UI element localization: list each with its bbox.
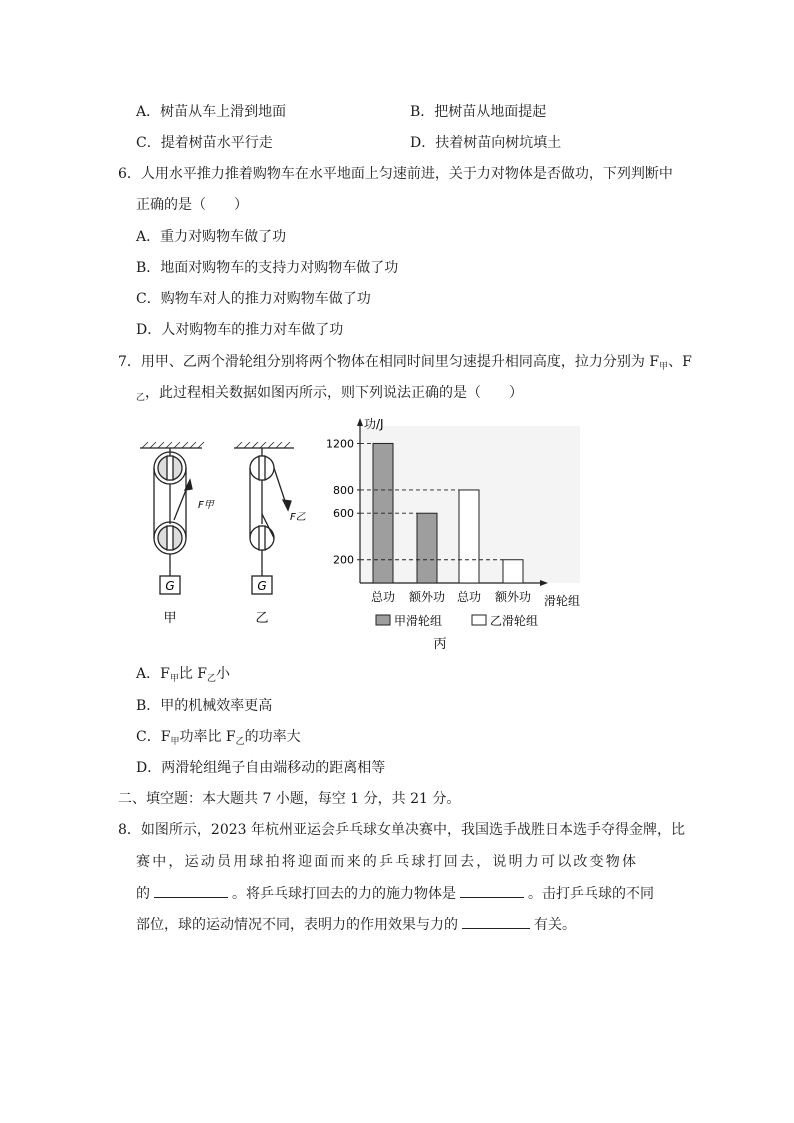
x-axis-label: 滑轮组 (544, 594, 581, 608)
q7-stem-line1: 7．用甲、乙两个滑轮组分别将两个物体在相同时间里匀速提升相同高度，拉力分别为 $F_甲$、F (118, 354, 692, 372)
x-tick-label: 额外功 (408, 590, 446, 604)
y-axis-label: 功/J (364, 417, 384, 431)
q6-stem-line1: 6．人用水平推力推着购物车在水平地面上匀速前进，关于力对物体是否做功，下列判断中 (118, 166, 673, 182)
q5-option-d: D．扶着树苗向树坑填土 (410, 135, 562, 151)
weight-label-yi: G (257, 579, 267, 593)
bar (503, 560, 523, 583)
y-tick-label: 600 (333, 507, 354, 521)
legend-swatch (376, 615, 390, 625)
bar (459, 490, 479, 583)
q8-line3: 的 。将乒乓球打回去的力的施力物体是 。击打乒乓球的不同 (136, 883, 654, 904)
y-axis-arrow (357, 418, 363, 426)
figure-label-jia: 甲 (163, 611, 177, 626)
blank-3[interactable] (462, 914, 530, 929)
legend-swatch (472, 615, 486, 625)
pulley-system-yi (234, 442, 294, 594)
figure-label-yi: 乙 (255, 611, 269, 626)
q7-figure (130, 410, 610, 650)
q7-stem-line2: $_乙$，此过程相关数据如图丙所示，则下列说法正确的是（ ） (136, 385, 524, 403)
bar (417, 513, 437, 583)
q6-option-d: D．人对购物车的推力对车做了功 (136, 322, 344, 338)
q7-option-b: B．甲的机械效率更高 (136, 698, 273, 714)
section-2-heading: 二、填空题：本大题共 7 小题，每空 1 分，共 21 分。 (118, 791, 461, 807)
y-tick-label: 800 (333, 483, 354, 497)
q7-option-c: C．$F_甲$功率比 $F_乙$的功率大 (136, 729, 301, 747)
y-tick-label: 200 (333, 553, 354, 567)
x-tick-label: 额外功 (494, 590, 532, 604)
q5-option-a: A．树苗从车上滑到地面 (136, 104, 287, 120)
q6-option-a: A．重力对购物车做了功 (136, 229, 287, 245)
force-label-yi: F乙 (290, 512, 306, 523)
weight-label-jia: G (165, 579, 175, 593)
x-tick-label: 总功 (456, 590, 482, 604)
figure-label-bing: 丙 (433, 637, 447, 650)
work-bar-chart (326, 416, 580, 628)
q6-option-b: B．地面对购物车的支持力对购物车做了功 (136, 260, 399, 276)
q7-option-d: D．两滑轮组绳子自由端移动的距离相等 (136, 760, 386, 776)
x-tick-label: 总功 (370, 590, 396, 604)
q6-option-c: C．购物车对人的推力对购物车做了功 (136, 291, 371, 307)
force-label-jia: F甲 (198, 500, 214, 511)
q6-stem-line2: 正确的是（ ） (136, 197, 248, 213)
q8-line1: 8．如图所示，2023 年杭州亚运会乒乓球女单决赛中，我国选手战胜日本选手夺得金牌，比 (118, 822, 685, 838)
q8-line4: 部位，球的运动情况不同，表明力的作用效果与力的 有关。 (136, 914, 576, 935)
q5-option-c: C．提着树苗水平行走 (136, 135, 273, 151)
pulley-system-jia (140, 442, 204, 594)
legend-label: 乙滑轮组 (490, 614, 539, 628)
q5-option-b: B．把树苗从地面提起 (410, 104, 547, 120)
q7-option-a: A．$F_甲$比 $F_乙$小 (136, 666, 231, 684)
q8-line2: 赛中，运动员用球拍将迎面而来的乒乓球打回去，说明力可以改变物体 (136, 854, 639, 870)
blank-1[interactable] (154, 883, 228, 898)
y-tick-label: 1200 (326, 437, 354, 451)
blank-2[interactable] (460, 883, 524, 898)
legend-label: 甲滑轮组 (394, 614, 443, 628)
